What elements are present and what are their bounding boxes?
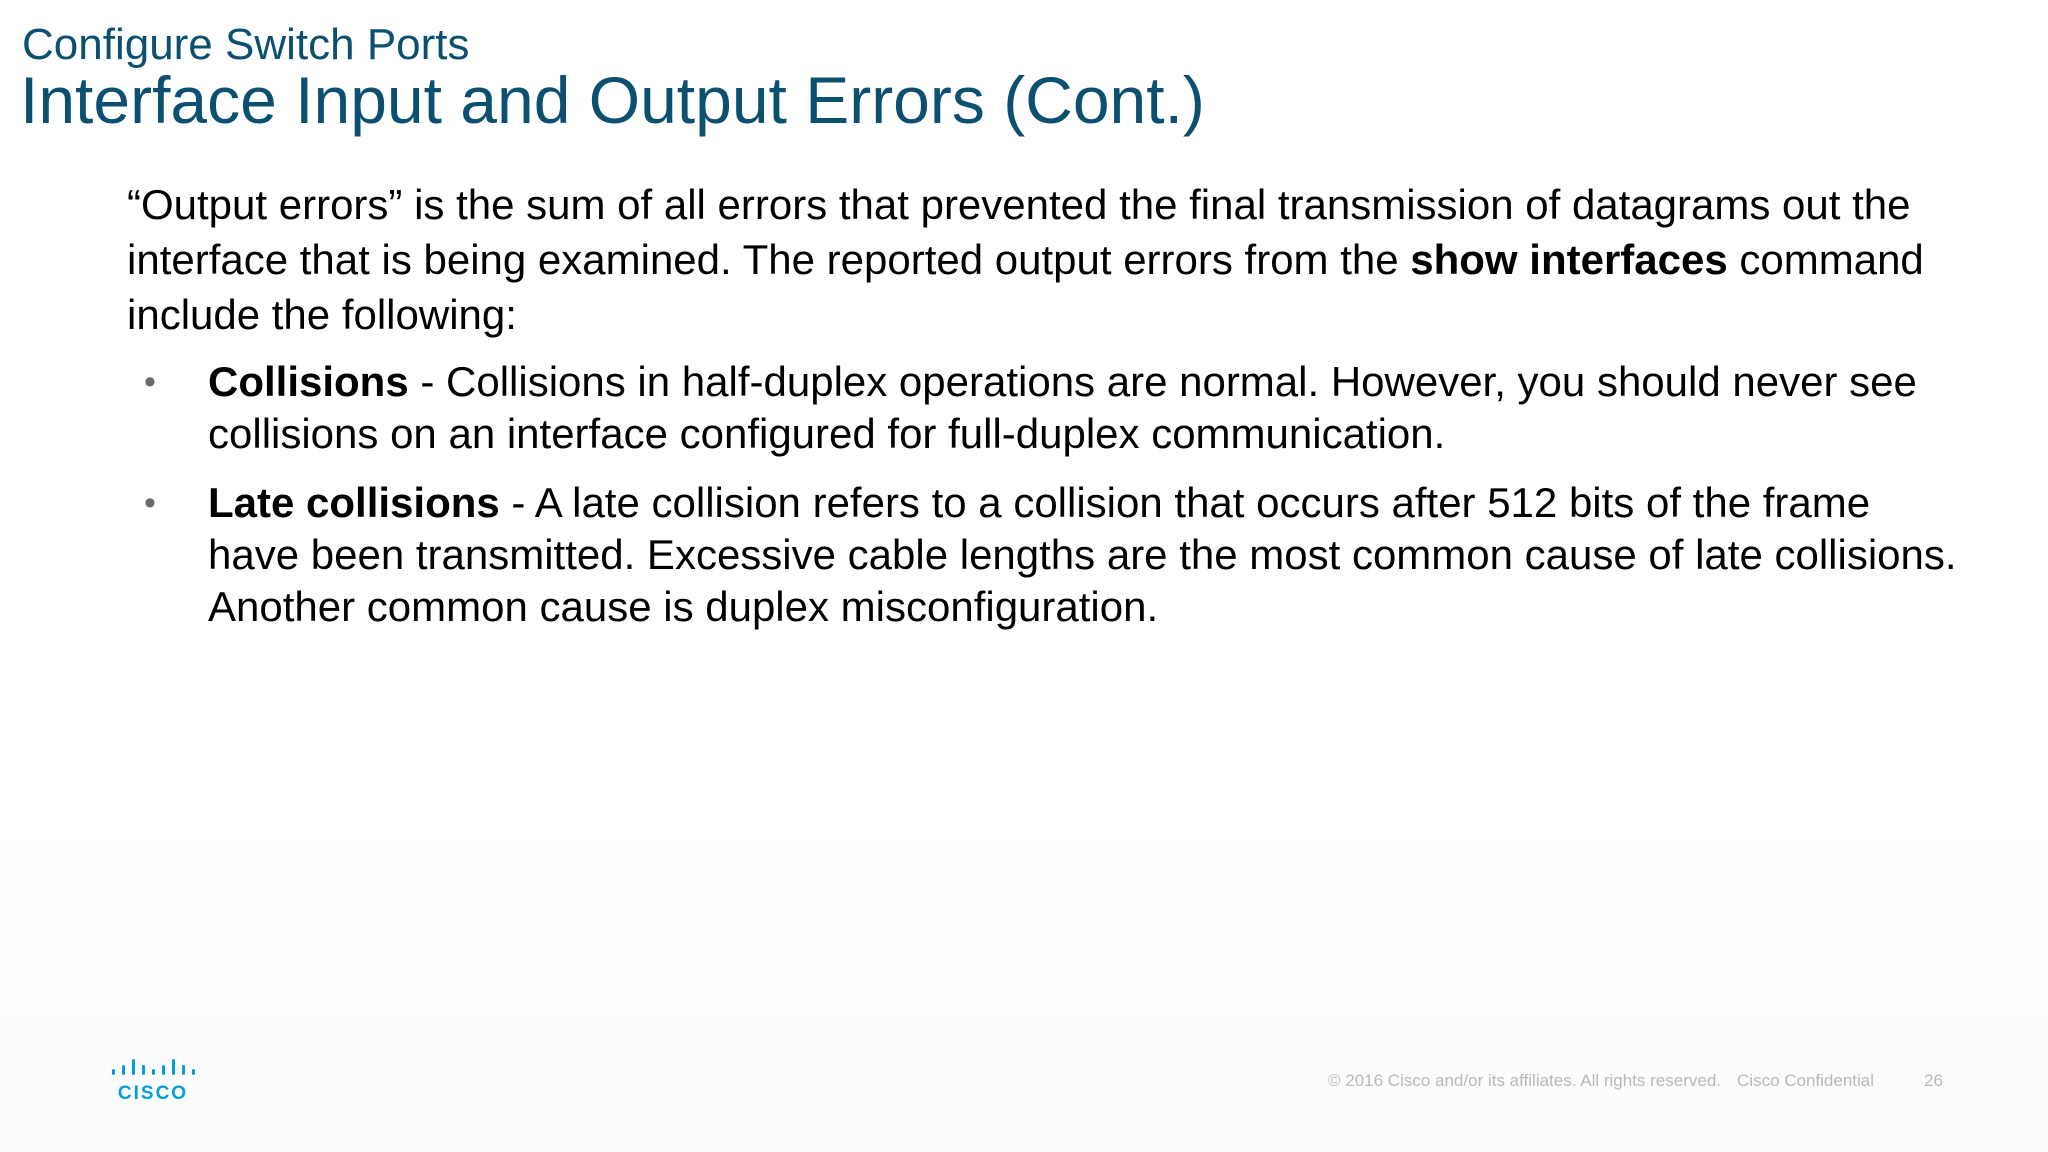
page-number: 26 <box>1924 1071 1943 1090</box>
cisco-logo <box>110 1055 195 1101</box>
cisco-logo-text: CISCO <box>117 1083 189 1101</box>
intro-paragraph <box>127 177 1957 342</box>
slide-content <box>127 177 1957 650</box>
bullet-list <box>127 356 1957 633</box>
bullet-item-late-collisions <box>127 477 1957 633</box>
bullet-text: - Collisions in half-duplex operations are normal. However, you should never see collisions on an interface configured for full-duplex communication. <box>208 358 1917 457</box>
bullet-item-collisions <box>127 356 1957 460</box>
bullet-text: - A late collision refers to a collision that occurs after 512 bits of the frame have been transmitted. Excessive cable lengths are the most common cause of late collisions. Another common cause is duplex misconfiguration. <box>208 479 1957 630</box>
confidential-text: Cisco Confidential <box>1737 1071 1875 1090</box>
bullet-term: Collisions <box>208 358 409 405</box>
intro-text-end: command include the following: <box>127 236 1924 338</box>
copyright-text: © 2016 Cisco and/or its affiliates. All rights reserved. <box>1328 1071 1722 1090</box>
slide-title: Interface Input and Output Errors (Cont.) <box>20 63 1205 137</box>
footer-legal <box>1328 1071 1874 1091</box>
bullet-marker: • <box>144 363 156 401</box>
bullet-term: Late collisions <box>208 479 500 526</box>
cisco-logo-bars <box>112 1059 195 1075</box>
slide-subtitle: Configure Switch Ports <box>22 20 470 69</box>
intro-text-start: “Output errors” is the sum of all errors that prevented the final transmission of datagrams out the interface that is being examined. The reported output errors from the <box>127 181 1911 283</box>
intro-command: show interfaces <box>1410 236 1728 283</box>
bullet-marker: • <box>144 484 156 522</box>
